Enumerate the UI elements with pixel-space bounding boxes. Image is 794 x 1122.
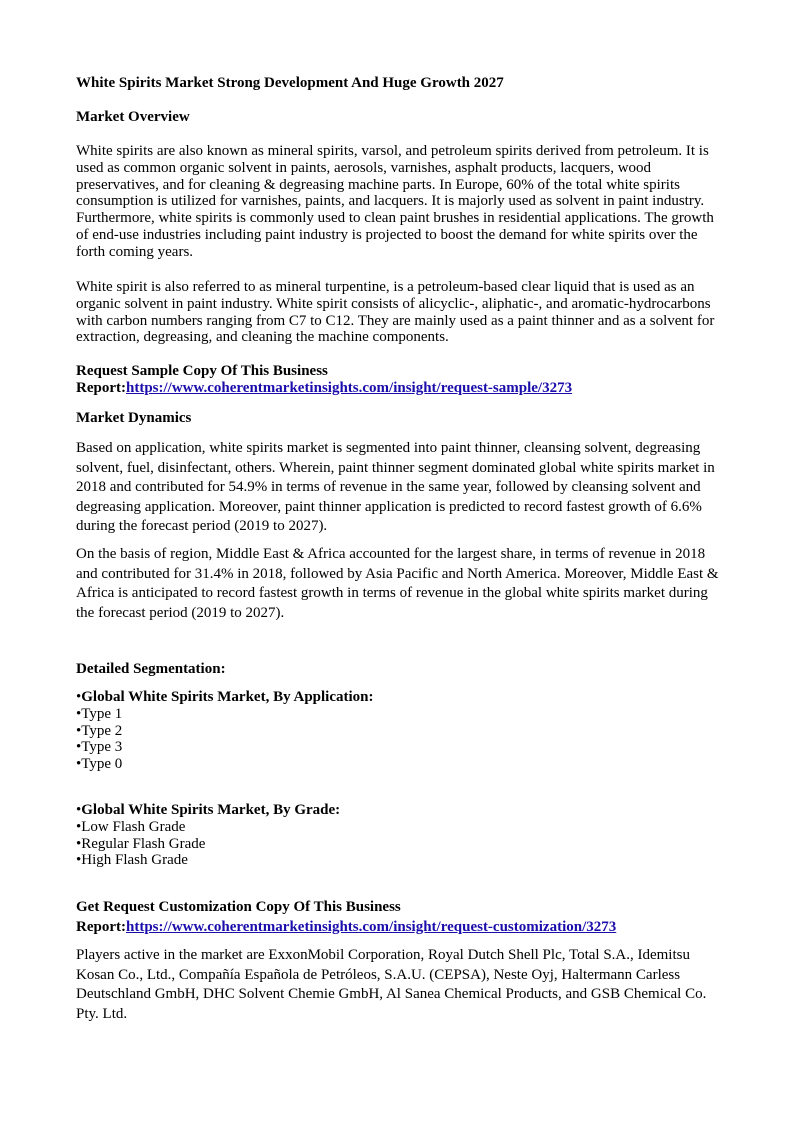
list-item: •High Flash Grade xyxy=(76,852,188,869)
dynamics-paragraph-2: On the basis of region, Middle East & Africa accounted for the largest share, in terms of revenue in 2018 and contributed for 31.4% in 2018, followed by Asia Pacific and North America. Moreover, Middle East & Africa is anticipated to record fastest growth in terms of revenue in the global white spirits market during the forecast period (2019 to 2027). xyxy=(76,546,719,621)
segment-grade-heading: •Global White Spirits Market, By Grade: xyxy=(76,802,341,818)
market-overview-heading: Market Overview xyxy=(76,109,190,125)
list-item: •Type 1 xyxy=(76,705,123,722)
customization-request-block xyxy=(76,898,720,937)
list-item: •Type 3 xyxy=(76,739,123,756)
document-title: White Spirits Market Strong Development And Huge Growth 2027 xyxy=(76,75,504,91)
sample-request-block xyxy=(76,363,720,397)
market-dynamics-heading: Market Dynamics xyxy=(76,410,192,426)
customization-request-label: Get Request Customization Copy Of This Business xyxy=(76,899,401,915)
list-item: •Type 2 xyxy=(76,722,123,739)
segment-application-list xyxy=(76,689,720,773)
segment-application-heading: •Global White Spirits Market, By Application: xyxy=(76,689,374,705)
sample-request-report-label: Report: xyxy=(76,379,126,396)
customization-request-link[interactable]: https://www.coherentmarketinsights.com/insight/request-customization/3273 xyxy=(125,918,617,935)
list-item: •Low Flash Grade xyxy=(76,818,186,835)
list-item: •Type 0 xyxy=(76,756,123,773)
segment-grade-list xyxy=(76,802,720,869)
overview-paragraph-2: White spirit is also referred to as mineral turpentine, is a petroleum-based clear liquid that is used as an organic solvent in paint industry. White spirit consists of alicyclic-, aliphatic-, and aromatic-hydrocarbons with carbon numbers ranging from C7 to C12. They are mainly used as a paint thinner and as a solvent for extraction, degreasing, and cleaning the machine components. xyxy=(76,279,715,346)
overview-paragraph-1: White spirits are also known as mineral spirits, varsol, and petroleum spirits derived from petroleum. It is used as common organic solvent in paints, aerosols, varnishes, asphalt products, lacquers, wood preservatives, and for cleaning & degreasing machine parts. In Europe, 60% of the total white spirits consumption is utilized for varnishes, paints, and lacquers. It is majorly used as solvent in paint industry. Furthermore, white spirits is commonly used to clean paint brushes in residential applications. The growth of end-use industries including paint industry is projected to boost the demand for white spirits over the forth coming years. xyxy=(76,143,714,260)
sample-request-link[interactable]: https://www.coherentmarketinsights.com/insight/request-sample/3273 xyxy=(125,379,573,396)
list-item: •Regular Flash Grade xyxy=(76,835,206,852)
sample-request-label: Request Sample Copy Of This Business xyxy=(76,363,328,379)
customization-request-report-label: Report: xyxy=(76,918,126,935)
segmentation-heading: Detailed Segmentation: xyxy=(76,661,226,677)
dynamics-paragraph-1: Based on application, white spirits market is segmented into paint thinner, cleansing solvent, degreasing solvent, fuel, disinfectant, others. Wherein, paint thinner segment dominated global white spirits market in 2018 and contributed for 54.9% in terms of revenue in the same year, followed by cleansing solvent and degreasing application. Moreover, paint thinner application is predicted to record fastest growth of 6.6% during the forecast period (2019 to 2027). xyxy=(76,440,715,535)
players-paragraph: Players active in the market are ExxonMobil Corporation, Royal Dutch Shell Plc, Total S.A., Idemitsu Kosan Co., Ltd., Compañía Española de Petróleos, S.A.U. (CEPSA), Neste Oyj, Haltermann Carless Deutschland GmbH, DHC Solvent Chemie GmbH, Al Sanea Chemical Products, and GSB Chemical Co. Pty. Ltd. xyxy=(76,947,707,1022)
